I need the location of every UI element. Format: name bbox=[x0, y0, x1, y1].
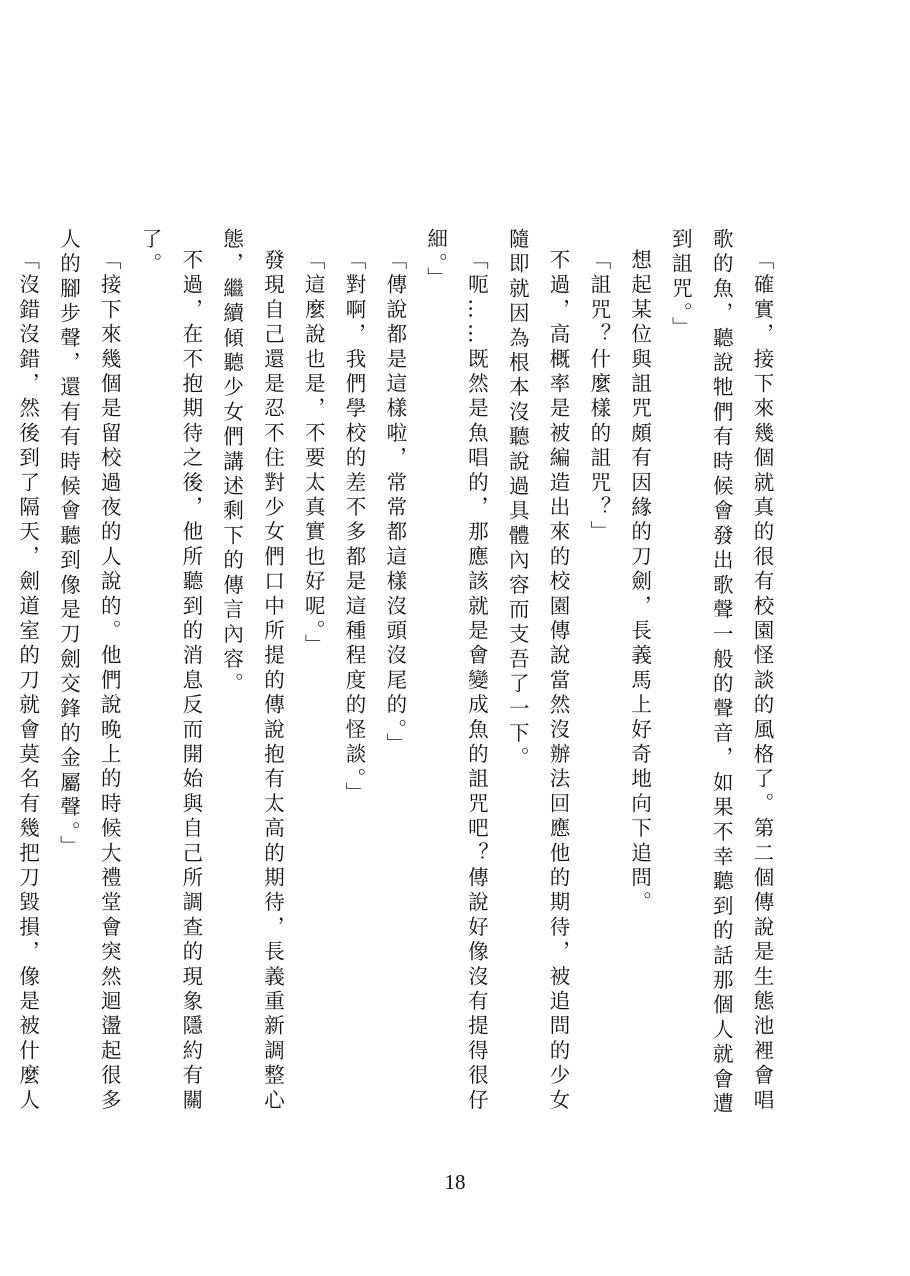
paragraph-11: 「接下來幾個是留校過夜的人說的。他們說晚上的時候大禮堂會突然迴盪起很多人的腳步聲，還有有時候會聽到像是刀劍交鋒的金屬聲。」 bbox=[56, 228, 122, 1113]
page-number: 18 bbox=[444, 1170, 466, 1194]
paragraph-7: 「對啊，我們學校的差不多都是這種程度的怪談。」 bbox=[342, 248, 367, 807]
paragraph-6: 「傳說都是這樣啦，常常都這樣沒頭沒尾的。」 bbox=[382, 248, 407, 757]
paragraph-1: 「確實，接下來幾個就真的很有校園怪談的風格了。第二個傳說是生態池裡會唱歌的魚，聽說牠們有時候會發出歌聲一般的聲音，如果不幸聽到的話那個人就會遭到詛咒。」 bbox=[668, 228, 774, 1118]
paragraph-10: 不過，在不抱期待之後，他所聽到的消息反而開始與自己所調查的現象隱約有關了。 bbox=[138, 228, 203, 1113]
paragraph-3: 「詛咒？什麼樣的詛咒？」 bbox=[586, 248, 611, 545]
paragraph-5: 「呃……既然是魚唱的，那應該就是會變成魚的詛咒吧？傳說好像沒有提得很仔細。」 bbox=[423, 228, 489, 1113]
body-text bbox=[15, 228, 782, 1128]
paragraph-9: 發現自己還是忍不住對少女們口中所提的傳說抱有太高的期待，長義重新調整心態，繼續傾聽少女們講述剩下的傳言內容。 bbox=[219, 228, 285, 1113]
paragraph-2: 想起某位與詛咒頗有因緣的刀劍，長義馬上好奇地向下追問。 bbox=[627, 248, 652, 916]
paragraph-8: 「這麼說也是，不要太真實也好呢。」 bbox=[301, 248, 326, 659]
paragraph-12: 「沒錯沒錯，然後到了隔天，劍道室的刀就會莫名有幾把刀毀損，像是被什麼人 bbox=[15, 248, 40, 1113]
paragraph-4: 不過，高概率是被編造出來的校園傳說當然沒辦法回應他的期待，被追問的少女隨即就因為根本沒聽說過具體內容而支吾了一下。 bbox=[505, 228, 571, 1113]
